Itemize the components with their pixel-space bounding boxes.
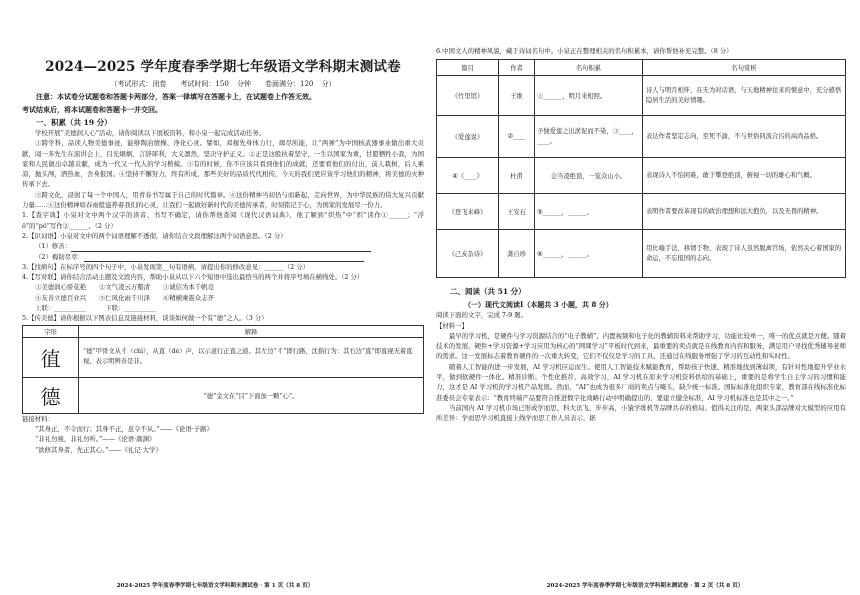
poem-analysis: 用比喻手法，移情于物，表现了诗人虽然脱离官场，依然关心着国家的命运，不忘报国的志向。 [643, 230, 846, 278]
question-5: 5.【传美德】请你根据以下图表信息及链接材料，谈谈如何做一个有“德”之人。（3 分） [22, 314, 268, 323]
poem-author: 杜甫 [499, 158, 535, 194]
poem-author: ②____ [499, 116, 535, 158]
glyph-table-header-form: 字形 [23, 325, 79, 337]
exam-note-1: 注意：本试卷分试题卷和答题卡两部分，答案一律填写在答题卡上，在试题卷上作答无效。 [36, 92, 316, 101]
section-heading-1: 一、积累（共 19 分） [36, 118, 112, 127]
poem-analysis: 诗人与明月相伴，在无为对话语，与天地精神往来的惬意中，充分感悟隐居生活的美好情趣。 [643, 76, 846, 116]
question-4: 4.【写对联】请你结合活动主题及文段内容，帮助小泉从以下六个短语中选出最恰当的两个并将序号填在横线处。（2 分） [22, 273, 364, 282]
poem-analysis: 表明作者要改革现有的政治理想和远大抱负，以及无畏的精神。 [643, 194, 846, 230]
poem-title: 《竹里馆》 [437, 76, 499, 116]
poem-row [437, 194, 846, 230]
poem-row [437, 158, 846, 194]
poem-table-header-line: 名句积累 [535, 60, 643, 76]
oracle-glyph: 徝 [23, 337, 79, 377]
poem-line: ①______，明月来相照。 [535, 76, 643, 116]
poem-author: 王安石 [499, 194, 535, 230]
oracle-explanation: “德”甲骨文从彳（chì），从直（dé）声，以示道行正直之道。其左边“彳”即行路，沈指行为：其右边“直”即直视无着直视，表示明辨善是非。 [79, 337, 424, 377]
page-right [430, 0, 860, 595]
poem-line: ⑤______，______。 [535, 194, 643, 230]
material-para-2: 随着人工智能的进一步发展，AI 学习机应运而生。使用人工智能技术赋能教育，帮助孩子快速、精准地找到薄弱项，有针对性地提升学业水平，做到软硬件一体化。精准诊断、个性化推荐、高效学习，AI 学习机在原来学习机资料供给的基础上，重要的是将学生自主学习的习惯和能力，这才是 AI 学习机的学习机产品发展。然而，“AI”也成为很多厂商的卖点与噱头，缺少统一标准。国际标准化组织专家，教育部在线标准化标准委员会专家表示：“教育终端产品要符合推进数字化战略行动中明确提出的，要建立健全标准，AI 学习机标准也是其中之一。” [436, 362, 846, 402]
question-2: 2.【识词语】小泉对文中的两个词语理解不透彻，请你结合文段理解这两个词语意思。（2 分） [22, 231, 287, 240]
poem-title: 《登飞来峰》 [437, 194, 499, 230]
question-4-fill: 上联：__________ 下联：__________ [35, 304, 157, 313]
material-para-1: 最早的学习机，是硬件与学习资源结合的“电子教辅”，内置视频和电子化的教辅资料来帮助学习，功能比较单一，唯一的优点就是方便。随着技术的发展，硬件+学习资源+学习应用为核心的“网课学习”平板时代到来，最重要的卖点就是在线教育内容和服务，满足用户寻找优秀辅导老师的需求。这一发展标志着教育硬件的一次重大转变，它们不仅仅是学习的工具，还通过在线服务增强了学习的互动性和实时性。 [436, 331, 846, 361]
material-label: 【材料一】 [436, 321, 468, 330]
poem-table-header-author: 作者 [499, 60, 535, 76]
poem-author: 王维 [499, 76, 535, 116]
poem-row [437, 116, 846, 158]
question-4-options-2: ④友善立德百业兴 ⑤仁风化雨千川泽 ⑥精横乘震众志齐 [35, 293, 214, 302]
exam-title: 2024—2025 学年度春季学期七年级语文学科期末测试卷 [45, 59, 401, 75]
poem-line: 予独爱莲之出淤泥而不染，③____，____。 [535, 116, 643, 158]
link-material-title: 链接材料： [22, 414, 54, 423]
section-heading-2: 二、阅读（共 51 分） [450, 287, 526, 297]
material-para-3: 当前国内 AI 学习机市场已形成学而思、科大讯飞、步步高，小猿学练机等品牌共存的格局。值得关注的是，两家头部品牌对大模型的应用有所差异：学而思学习机直接上线学而思工作人员表示，据 [436, 403, 846, 423]
bronze-explanation: “德”金文在“目”下面加一颗“心”。 [79, 377, 424, 413]
quote-1: “其身正，不令而行；其身不正，虽令不从。”——《论语·子路》 [35, 424, 213, 433]
exam-note-2: 考试结束后，将本试题卷和答题卡一并交回。 [22, 105, 162, 114]
question-6: 6.中国文人的精神风貌，藏于诗词名句中。小泉正在整理相关的名句积累本，请你帮他补充完整。（8 分） [436, 47, 733, 55]
poem-table-header-title: 篇目 [437, 60, 499, 76]
question-3: 3.【找病句】在标序号的四个句子中，小泉发现第__句有语病，请提出你的修改意见：______（2 分） [22, 262, 309, 271]
exam-meta: （考试形式：闭卷 考试时间：150 分钟 卷面满分：120 分） [110, 80, 336, 88]
question-2-a [22, 241, 424, 251]
poem-title: 《己亥杂诗》 [437, 230, 499, 278]
glyph-table-header-explain: 解释 [79, 325, 424, 337]
reading-para-b: ③跨文化，浸润了每一个中国人，用青春书写属于自己的时代篇章。④这份精神当初仍与而新起，走向世界，为中华民族的伟大复兴贡献力量……④这份精神如春雨般滋养着我们的心灵，让我们一起做好新时代的美德传承者，时刻铭记于心，为国家的发展尽一份力。 [22, 190, 424, 210]
question-2-a-label: （1）修善： [35, 242, 72, 251]
page-footer-right: 2024-2025 学年度春季学期七年级语文学科期末测试卷 · 第 2 页（共 8 页） [546, 583, 744, 589]
poem-line: ⑥______，______。 [535, 230, 643, 278]
reading-para-a: ①跨学科，品读人物美德事迹，能够陶冶情操、净化心灵。譬如，邓稼先身体力行，竭尽所能，让“两弹”为中国核武器事业做出重大贡献，闻一多先生在演讲会上，目光炯炯，言辞犀利，大义凛然，坚决守护正义。②正是这般执着坚守，一生以国家为重，甘愿牺牲小我，为国家和人民做出卓越贡献，成为一代又一代人的学习楷模。③有的时候，你不应该只看到他们的成就，还要看他们的付出，前人栽树，后人乘凉，抛头颅，洒热血，舍身报国。④坚持不懈努力，终有所成，那些美好的品质代代相传，今天的我们更应该学习他们的精神，将美德的火种传承下去。 [22, 139, 424, 189]
glyph-table [22, 325, 424, 414]
poem-row [437, 230, 846, 278]
reading-instruction: 阅读下面的文字，完成 7-9 题。 [436, 311, 528, 320]
poem-row [437, 76, 846, 116]
poem-title: ④《____》 [437, 158, 499, 194]
quote-3: “欲修其身者，先正其心。”——《礼记·大学》 [35, 445, 162, 454]
poem-table [436, 59, 846, 278]
poem-analysis: 表现诗人不怕困难，敢于攀登绝顶，俯视一切的雄心和气概。 [643, 158, 846, 194]
poem-table-header-analysis: 名句赏析 [643, 60, 846, 76]
question-2-b-label: （2）梅韧尽萃： [35, 252, 84, 261]
poem-analysis: 表达作者坚定志向，至死不渝，不与世俗同流合污的高尚品格。 [643, 116, 846, 158]
poem-line: 会当凌绝顶，一览众山小。 [535, 158, 643, 194]
activity-intro: 学校开展“美德润人心”活动，请你阅读以下展板资料，和小泉一起完成活动任务。 [35, 129, 266, 137]
quote-2: “非礼勿视，非礼勿听。”——《论语·颜渊》 [35, 435, 156, 444]
subsection-heading: （一）现代文阅读Ⅰ（本题共 3 小题，共 8 分） [464, 300, 613, 310]
poem-title: 《爱莲说》 [437, 116, 499, 158]
bronze-glyph: 德 [23, 377, 79, 413]
question-1: 1.【查字典】小泉对文中两个汉字的读音、书写不确定，请你帮他查阅《现代汉语词典》，他了解到“织热”中“炽”读作①______；“浮ǒ”的“pǒ”写作②______。（2 分） [22, 211, 424, 230]
question-2-b [22, 252, 424, 262]
poem-author: 龚自珍 [499, 230, 535, 278]
question-4-options-1: ①美德润心骄花艳 ②文气凌云万壑清 ③诚信为本千帆竞 [35, 283, 214, 292]
page-footer-left: 2024-2025 学年度春季学期七年级语文学科期末测试卷 · 第 1 页（共 8 页） [116, 583, 314, 589]
